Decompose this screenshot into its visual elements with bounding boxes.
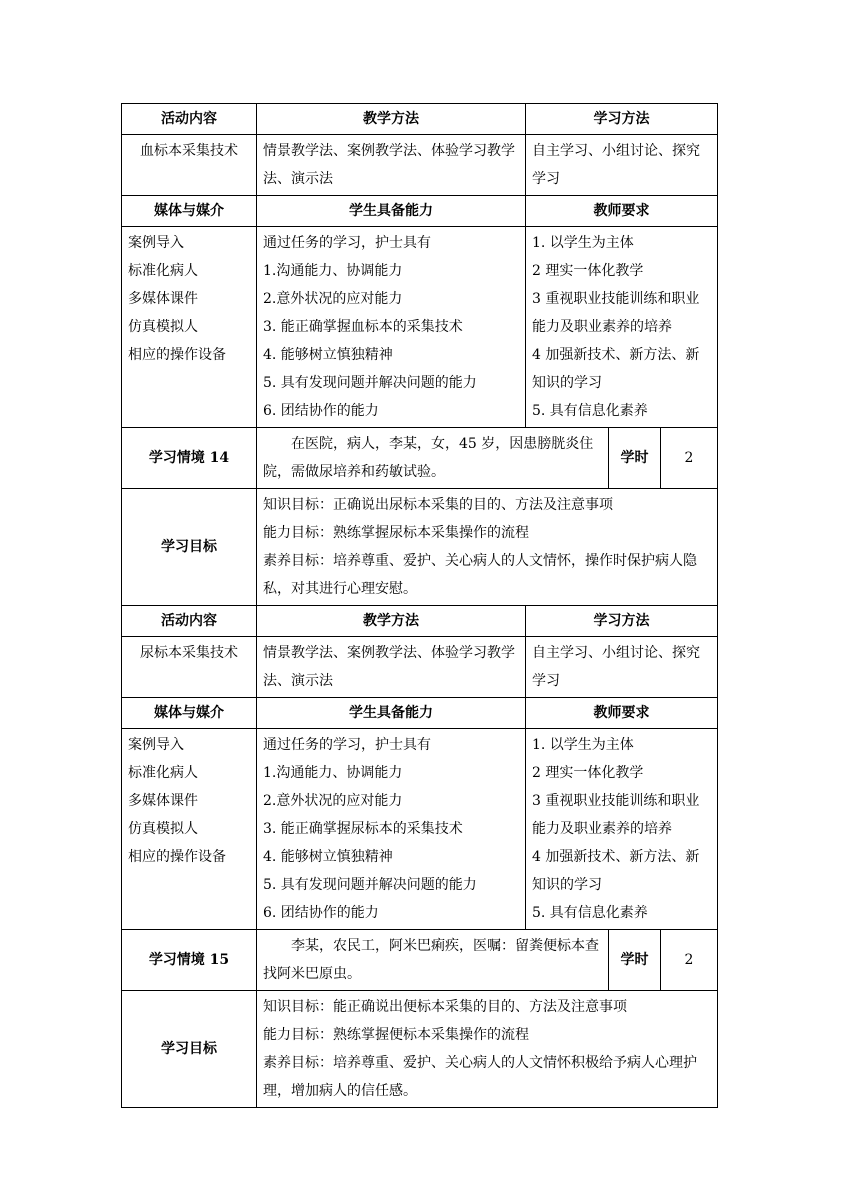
list-item: 4. 能够树立慎独精神 — [263, 849, 393, 865]
situation-row — [122, 428, 718, 489]
lesson-plan-table — [121, 103, 718, 1108]
list-item: 4. 能够树立慎独精神 — [263, 347, 393, 363]
header-row — [122, 104, 718, 135]
header-student-ability: 学生具备能力 — [257, 698, 526, 729]
list-item: 5. 具有发现问题并解决问题的能力 — [263, 375, 477, 391]
situation-text: 在医院，病人，李某，女，45 岁，因患膀胱炎住院，需做尿培养和药敏试验。 — [257, 428, 609, 489]
header-learning-method: 学习方法 — [526, 104, 718, 135]
list-item: 1.沟通能力、协调能力 — [263, 765, 403, 781]
header-teacher-requirement: 教师要求 — [526, 698, 718, 729]
list-item: 3. 能正确掌握血标本的采集技术 — [263, 319, 463, 335]
goal-literacy: 素养目标：培养尊重、爱护、关心病人的人文情怀积极给予病人心理护理，增加病人的信任感。 — [263, 1055, 697, 1099]
hours-label: 学时 — [609, 428, 661, 489]
situation-text: 李某，农民工，阿米巴痢疾，医嘱：留粪便标本查找阿米巴原虫。 — [257, 930, 609, 991]
header-row — [122, 698, 718, 729]
list-item: 2.意外状况的应对能力 — [263, 291, 403, 307]
list-item: 6. 团结协作的能力 — [263, 905, 379, 921]
list-item: 标准化病人 — [128, 263, 198, 279]
header-media: 媒体与媒介 — [122, 196, 257, 227]
activity-cell: 尿标本采集技术 — [122, 637, 257, 698]
goals-text — [257, 489, 718, 606]
situation-label: 学习情境 14 — [122, 428, 257, 489]
content-row — [122, 637, 718, 698]
goal-knowledge: 知识目标：正确说出尿标本采集的目的、方法及注意事项 — [263, 497, 613, 513]
header-activity: 活动内容 — [122, 104, 257, 135]
learning-method-cell: 自主学习、小组讨论、探究学习 — [526, 135, 718, 196]
activity-cell: 血标本采集技术 — [122, 135, 257, 196]
list-item: 2.意外状况的应对能力 — [263, 793, 403, 809]
content-row — [122, 135, 718, 196]
list-item: 1.沟通能力、协调能力 — [263, 263, 403, 279]
list-item: 2 理实一体化教学 — [532, 263, 644, 279]
ability-list — [257, 227, 526, 428]
list-item: 3 重视职业技能训练和职业能力及职业素养的培养 — [532, 793, 700, 837]
goal-ability: 能力目标：熟练掌握便标本采集操作的流程 — [263, 1027, 529, 1043]
goal-literacy: 素养目标：培养尊重、爱护、关心病人的人文情怀，操作时保护病人隐私，对其进行心理安慰。 — [263, 553, 697, 597]
hours-value: 2 — [661, 930, 718, 991]
teacher-requirement-list — [526, 227, 718, 428]
goals-label: 学习目标 — [122, 991, 257, 1108]
header-row — [122, 606, 718, 637]
hours-value: 2 — [661, 428, 718, 489]
list-item: 4 加强新技术、新方法、新知识的学习 — [532, 849, 700, 893]
detail-row — [122, 729, 718, 930]
list-item: 6. 团结协作的能力 — [263, 403, 379, 419]
teaching-method-cell: 情景教学法、案例教学法、体验学习教学法、演示法 — [257, 637, 526, 698]
situation-row — [122, 930, 718, 991]
goal-ability: 能力目标：熟练掌握尿标本采集操作的流程 — [263, 525, 529, 541]
media-list — [122, 729, 257, 930]
list-item: 通过任务的学习，护士具有 — [263, 737, 431, 753]
learning-method-cell: 自主学习、小组讨论、探究学习 — [526, 637, 718, 698]
hours-label: 学时 — [609, 930, 661, 991]
ability-list — [257, 729, 526, 930]
teaching-method-cell: 情景教学法、案例教学法、体验学习教学法、演示法 — [257, 135, 526, 196]
header-teaching-method: 教学方法 — [257, 104, 526, 135]
header-teacher-requirement: 教师要求 — [526, 196, 718, 227]
header-learning-method: 学习方法 — [526, 606, 718, 637]
list-item: 3 重视职业技能训练和职业能力及职业素养的培养 — [532, 291, 700, 335]
list-item: 1. 以学生为主体 — [532, 235, 634, 251]
list-item: 2 理实一体化教学 — [532, 765, 644, 781]
list-item: 5. 具有发现问题并解决问题的能力 — [263, 877, 477, 893]
list-item: 5. 具有信息化素养 — [532, 905, 648, 921]
header-media: 媒体与媒介 — [122, 698, 257, 729]
list-item: 标准化病人 — [128, 765, 198, 781]
header-teaching-method: 教学方法 — [257, 606, 526, 637]
list-item: 相应的操作设备 — [128, 849, 226, 865]
goals-row — [122, 489, 718, 606]
list-item: 多媒体课件 — [128, 291, 198, 307]
situation-label: 学习情境 15 — [122, 930, 257, 991]
list-item: 案例导入 — [128, 737, 184, 753]
list-item: 多媒体课件 — [128, 793, 198, 809]
list-item: 仿真模拟人 — [128, 821, 198, 837]
media-list — [122, 227, 257, 428]
detail-row — [122, 227, 718, 428]
goals-text — [257, 991, 718, 1108]
teacher-requirement-list — [526, 729, 718, 930]
list-item: 相应的操作设备 — [128, 347, 226, 363]
list-item: 5. 具有信息化素养 — [532, 403, 648, 419]
list-item: 案例导入 — [128, 235, 184, 251]
goals-row — [122, 991, 718, 1108]
list-item: 1. 以学生为主体 — [532, 737, 634, 753]
list-item: 通过任务的学习，护士具有 — [263, 235, 431, 251]
list-item: 4 加强新技术、新方法、新知识的学习 — [532, 347, 700, 391]
list-item: 3. 能正确掌握尿标本的采集技术 — [263, 821, 463, 837]
list-item: 仿真模拟人 — [128, 319, 198, 335]
header-activity: 活动内容 — [122, 606, 257, 637]
goals-label: 学习目标 — [122, 489, 257, 606]
goal-knowledge: 知识目标：能正确说出便标本采集的目的、方法及注意事项 — [263, 999, 627, 1015]
header-row — [122, 196, 718, 227]
header-student-ability: 学生具备能力 — [257, 196, 526, 227]
